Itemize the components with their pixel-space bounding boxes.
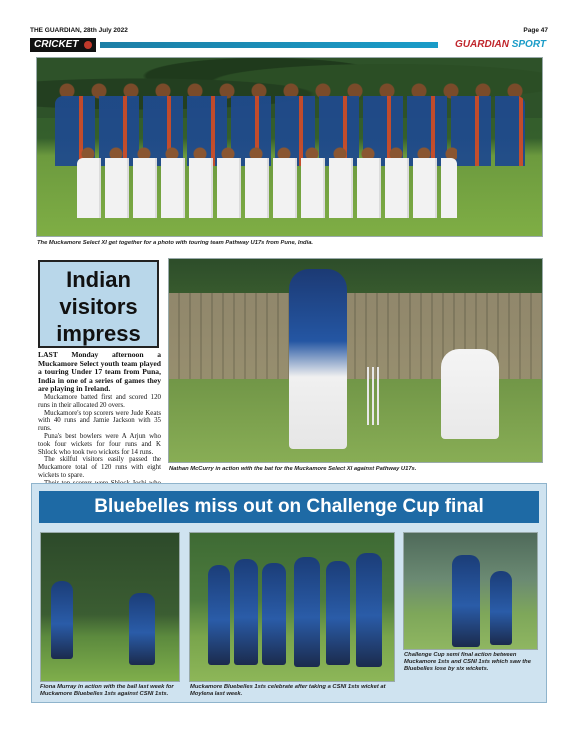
player-figure <box>326 561 350 665</box>
semi-final-photo <box>403 532 538 650</box>
fielder-figure <box>51 581 73 659</box>
headline-line-2: visitors <box>59 294 138 319</box>
keeper-figure <box>490 571 512 645</box>
bowling-photo-caption: Fiona Murray in action with the ball last week for Muckamore Bluebelles 1sts against CSNI 1sts. <box>40 684 174 698</box>
story-paragraph: Muckamore's top scorers were Jude Keats with 40 runs and Jamie Jackson with 35 runs. <box>38 409 161 433</box>
page-number: Page 47 <box>523 27 548 34</box>
team-photo <box>36 57 543 237</box>
front-row-players <box>77 158 457 218</box>
wicketkeeper-figure <box>441 349 499 439</box>
story-paragraph: LAST Monday afternoon a Muckamore Select youth team played a touring Under 17 team from Puna, India in one of a series of games they are playing in Ireland. <box>38 350 161 394</box>
batter-figure <box>289 269 347 449</box>
headline-line-1: Indian <box>66 267 131 292</box>
story-headline <box>38 260 159 348</box>
section-label: CRICKET <box>30 38 96 52</box>
batting-photo-caption: Nathan McCurry in action with the bat for the Muckamore Select XI against Pathway U17s. <box>169 466 417 472</box>
section-bar <box>30 38 548 52</box>
player-figure <box>208 565 230 665</box>
bowler-figure <box>129 593 155 665</box>
bowling-photo <box>40 532 180 682</box>
section-rule <box>100 42 438 48</box>
team-photo-caption: The Muckamore Select XI get together for a photo with touring team Pathway U17s from Pune, India. <box>37 240 314 246</box>
semi-final-photo-caption: Challenge Cup semi final action between Muckamore 1sts and CSNI 1sts which saw the Bluebelles lose by six wickets. <box>404 652 531 673</box>
brand-primary: GUARDIAN <box>455 39 509 50</box>
story-body <box>38 351 161 503</box>
story-paragraph: The skilful visitors easily passed the Muckamore total of 120 runs with eight wickets to spare. <box>38 456 161 479</box>
celebration-photo <box>189 532 395 682</box>
brand-secondary: SPORT <box>511 39 546 50</box>
batter-figure <box>452 555 480 647</box>
player-figure <box>262 563 286 665</box>
feature-headline: Bluebelles miss out on Challenge Cup final <box>39 491 539 523</box>
celebration-photo-caption: Muckamore Bluebelles 1sts celebrate after taking a CSNI 1sts wicket at Moylena last week. <box>190 684 386 698</box>
stumps <box>367 367 379 425</box>
brand-logo <box>455 38 546 52</box>
player-figure <box>294 557 320 667</box>
story-paragraph: Puna's best bowlers were A Arjun who took four wickets for four runs and K Shlock who took two wickets for 14 runs. <box>38 432 161 456</box>
cricket-ball-icon <box>84 41 92 49</box>
player-figure <box>356 553 382 667</box>
player-figure <box>234 559 258 665</box>
page-header <box>30 27 548 37</box>
batting-photo <box>168 258 543 463</box>
story-paragraph: Muckamore batted first and scored 120 runs in their allocated 20 overs. <box>38 393 161 409</box>
headline-line-3: impress <box>56 321 141 346</box>
paper-date: THE GUARDIAN, 28th July 2022 <box>30 27 128 34</box>
